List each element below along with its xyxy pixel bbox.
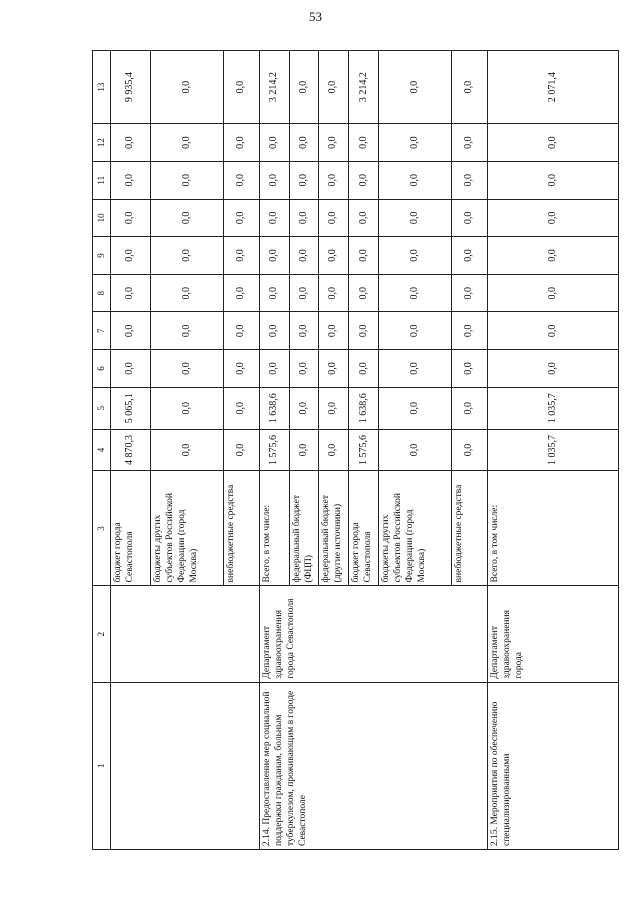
value-cell: 0,0	[260, 274, 290, 312]
value-cell: 0,0	[349, 312, 379, 350]
value-cell: 0,0	[260, 350, 290, 388]
value-cell: 0,0	[379, 237, 451, 275]
value-cell: 0,0	[349, 161, 379, 199]
value-cell: 0,0	[151, 161, 223, 199]
value-cell: 0,0	[319, 237, 349, 275]
column-number: 10	[93, 199, 111, 237]
column-number: 3	[93, 471, 111, 586]
value-cell: 0,0	[223, 387, 259, 429]
value-cell: 0,0	[349, 124, 379, 162]
value-cell: 0,0	[111, 350, 151, 388]
value-cell: 0,0	[319, 387, 349, 429]
value-cell: 0,0	[488, 161, 619, 199]
value-cell: 4 870,3	[111, 429, 151, 471]
value-cell: 0,0	[379, 429, 451, 471]
value-cell: 0,0	[151, 387, 223, 429]
value-cell: 0,0	[151, 312, 223, 350]
value-cell: 0,0	[451, 312, 487, 350]
value-cell: 0,0	[290, 387, 319, 429]
value-cell: 0,0	[223, 161, 259, 199]
value-cell: 0,0	[349, 274, 379, 312]
value-cell: 1 035,7	[488, 429, 619, 471]
value-cell: 0,0	[319, 199, 349, 237]
funding-source-cell: Всего, в том числе:	[488, 471, 619, 586]
value-cell: 0,0	[151, 199, 223, 237]
funding-source-cell: внебюджетные средства	[451, 471, 487, 586]
funding-source-cell: бюджет города Севастополя	[111, 471, 151, 586]
value-cell: 0,0	[260, 312, 290, 350]
value-cell: 0,0	[451, 429, 487, 471]
value-cell: 0,0	[379, 274, 451, 312]
funding-source-cell: Всего, в том числе:	[260, 471, 290, 586]
table-row	[488, 51, 619, 850]
value-cell: 0,0	[451, 237, 487, 275]
funding-source-cell: внебюджетные средства	[223, 471, 259, 586]
measure-cell: 2.14. Предоставление мер социальной поддержки гражданам, больным туберкулезом, проживающим в городе Севастополе	[260, 682, 488, 849]
value-cell: 5 065,1	[111, 387, 151, 429]
value-cell: 0,0	[451, 274, 487, 312]
funding-source-cell: бюджет города Севастополя	[349, 471, 379, 586]
value-cell: 0,0	[379, 161, 451, 199]
value-cell: 0,0	[319, 350, 349, 388]
value-cell: 0,0	[290, 237, 319, 275]
value-cell: 0,0	[290, 124, 319, 162]
value-cell: 0,0	[151, 429, 223, 471]
value-cell: 0,0	[488, 312, 619, 350]
value-cell: 0,0	[488, 199, 619, 237]
value-cell: 0,0	[488, 124, 619, 162]
value-cell: 0,0	[223, 350, 259, 388]
column-number: 4	[93, 429, 111, 471]
page-number: 53	[309, 9, 322, 24]
column-number: 7	[93, 312, 111, 350]
value-cell: 0,0	[451, 199, 487, 237]
value-cell: 3 214,2	[349, 51, 379, 124]
funding-source-cell: бюджеты других субъектов Российской Федерации (город Москва)	[379, 471, 451, 586]
column-number-row	[93, 51, 111, 850]
value-cell: 0,0	[290, 51, 319, 124]
value-cell: 0,0	[379, 350, 451, 388]
value-cell: 0,0	[290, 429, 319, 471]
value-cell: 0,0	[319, 124, 349, 162]
value-cell: 0,0	[223, 274, 259, 312]
value-cell: 0,0	[111, 237, 151, 275]
value-cell: 0,0	[488, 350, 619, 388]
value-cell: 0,0	[379, 387, 451, 429]
value-cell: 0,0	[319, 161, 349, 199]
funding-source-cell: федеральный бюджет (другие источники)	[319, 471, 349, 586]
executor-cell: Департамент здравоохранения города	[488, 586, 619, 682]
value-cell: 0,0	[290, 350, 319, 388]
column-number: 11	[93, 161, 111, 199]
value-cell: 0,0	[451, 51, 487, 124]
value-cell: 0,0	[451, 387, 487, 429]
value-cell: 0,0	[451, 350, 487, 388]
funding-source-cell: бюджеты других субъектов Российской Федерации (город Москва)	[151, 471, 223, 586]
measure-cell: 2.15. Мероприятия по обеспечению специализированными	[488, 682, 619, 849]
value-cell: 1 575,6	[260, 429, 290, 471]
executor-cell	[111, 586, 260, 682]
value-cell: 1 035,7	[488, 387, 619, 429]
value-cell: 0,0	[223, 51, 259, 124]
value-cell: 0,0	[111, 124, 151, 162]
value-cell: 1 638,6	[260, 387, 290, 429]
value-cell: 0,0	[290, 161, 319, 199]
value-cell: 0,0	[319, 429, 349, 471]
value-cell: 0,0	[290, 312, 319, 350]
value-cell: 0,0	[379, 124, 451, 162]
value-cell: 1 575,6	[349, 429, 379, 471]
value-cell: 0,0	[111, 274, 151, 312]
value-cell: 0,0	[260, 161, 290, 199]
measure-cell	[111, 682, 260, 849]
value-cell: 0,0	[151, 350, 223, 388]
value-cell: 0,0	[223, 124, 259, 162]
value-cell: 0,0	[223, 429, 259, 471]
value-cell: 0,0	[223, 199, 259, 237]
value-cell: 9 935,4	[111, 51, 151, 124]
value-cell: 0,0	[379, 51, 451, 124]
value-cell: 0,0	[451, 124, 487, 162]
value-cell: 0,0	[379, 312, 451, 350]
value-cell: 0,0	[151, 124, 223, 162]
value-cell: 0,0	[379, 199, 451, 237]
column-number: 2	[93, 586, 111, 682]
value-cell: 0,0	[223, 237, 259, 275]
value-cell: 0,0	[319, 312, 349, 350]
value-cell: 0,0	[290, 199, 319, 237]
column-number: 5	[93, 387, 111, 429]
budget-table	[92, 50, 619, 850]
funding-source-cell: федеральный бюджет (ФЦП)	[290, 471, 319, 586]
value-cell: 3 214,2	[260, 51, 290, 124]
value-cell: 0,0	[290, 274, 319, 312]
value-cell: 0,0	[260, 199, 290, 237]
value-cell: 0,0	[319, 274, 349, 312]
table-row	[260, 51, 290, 850]
column-number: 9	[93, 237, 111, 275]
value-cell: 0,0	[488, 274, 619, 312]
column-number: 1	[93, 682, 111, 849]
column-number: 13	[93, 51, 111, 124]
column-number: 6	[93, 350, 111, 388]
value-cell: 0,0	[260, 237, 290, 275]
value-cell: 0,0	[223, 312, 259, 350]
value-cell: 2 071,4	[488, 51, 619, 124]
value-cell: 0,0	[151, 51, 223, 124]
value-cell: 0,0	[151, 274, 223, 312]
table-row	[111, 51, 151, 850]
value-cell: 0,0	[260, 124, 290, 162]
value-cell: 0,0	[488, 237, 619, 275]
value-cell: 0,0	[349, 237, 379, 275]
value-cell: 0,0	[349, 199, 379, 237]
value-cell: 0,0	[349, 350, 379, 388]
value-cell: 0,0	[319, 51, 349, 124]
value-cell: 0,0	[111, 161, 151, 199]
executor-cell: Департамент здравоохранения города Севастополя	[260, 586, 488, 682]
value-cell: 0,0	[111, 199, 151, 237]
value-cell: 0,0	[451, 161, 487, 199]
rotated-table-wrapper	[92, 50, 619, 850]
column-number: 8	[93, 274, 111, 312]
value-cell: 1 638,6	[349, 387, 379, 429]
column-number: 12	[93, 124, 111, 162]
value-cell: 0,0	[151, 237, 223, 275]
value-cell: 0,0	[111, 312, 151, 350]
